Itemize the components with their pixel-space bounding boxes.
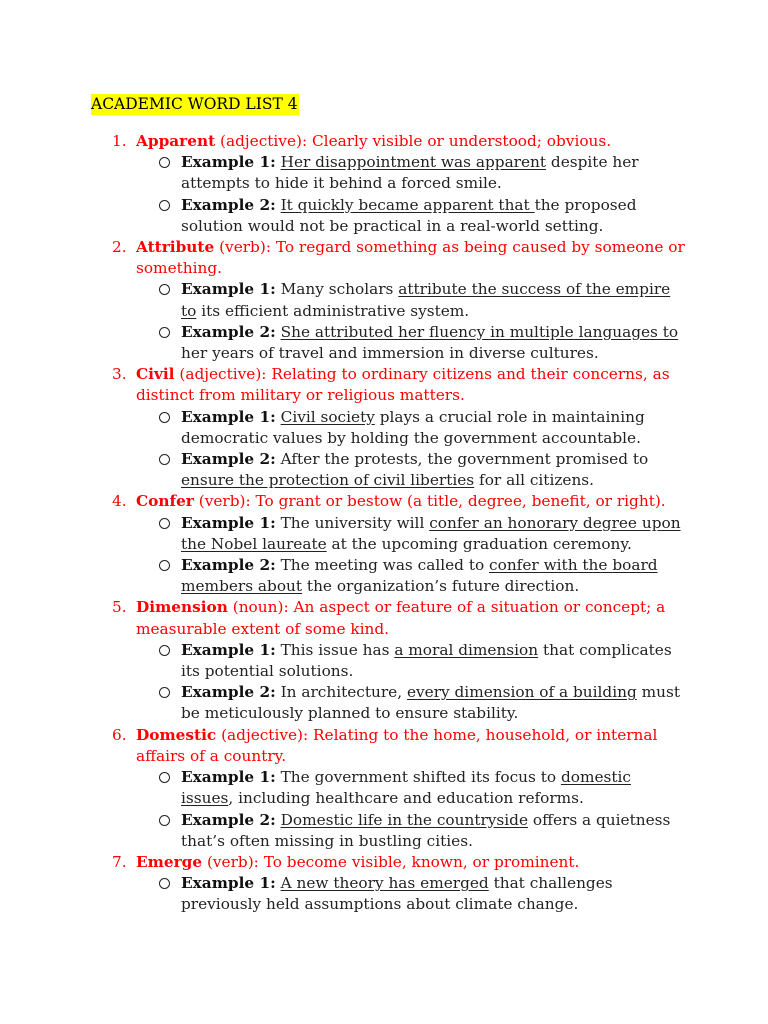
- entry-number: 5.: [112, 598, 127, 617]
- term-line: [0, 131, 768, 152]
- example-text-before: The government shifted its focus to: [275, 768, 561, 787]
- example-item: [0, 682, 768, 724]
- example-item: [0, 513, 768, 555]
- circle-bullet-icon: [159, 157, 170, 168]
- entry-number: 3.: [112, 365, 127, 384]
- word-entry: [0, 725, 768, 852]
- example-underlined-phrase: domestic issues: [181, 768, 631, 808]
- example-list: [0, 767, 768, 852]
- example-text-after: that complicates its potential solutions.: [181, 640, 672, 681]
- example-list: [0, 513, 768, 598]
- example-text-after: the proposed solution would not be practical in a real-world setting.: [181, 195, 637, 235]
- example-label: Example 1:: [181, 768, 276, 787]
- word-entry: [0, 491, 768, 597]
- example-label: Example 1:: [181, 280, 276, 299]
- example-text-after: for all citizens.: [474, 471, 595, 490]
- example-text-before: The university will: [275, 513, 430, 532]
- entry-number: 2.: [112, 238, 127, 257]
- word-entry: [0, 237, 768, 364]
- example-label: Example 2:: [181, 556, 276, 575]
- example-underlined-phrase: It quickly became apparent that: [280, 195, 535, 214]
- term-definition: (adjective): Relating to ordinary citizens and their concerns, as distinct from military or religious matters.: [136, 365, 670, 405]
- example-item: [0, 195, 768, 237]
- term-line: [0, 364, 768, 406]
- circle-bullet-icon: [159, 878, 170, 889]
- circle-bullet-icon: [159, 200, 170, 211]
- example-label: Example 2:: [181, 683, 276, 702]
- term-definition: (verb): To grant or bestow (a title, degree, benefit, or right).: [193, 492, 666, 511]
- example-item: [0, 152, 768, 194]
- term-line: [0, 725, 768, 767]
- example-underlined-phrase: Domestic life in the countryside: [280, 810, 529, 829]
- example-label: Example 1:: [181, 640, 276, 659]
- example-item: [0, 449, 768, 491]
- entry-number: 7.: [112, 852, 127, 871]
- example-item: [0, 873, 768, 915]
- word-entry: [0, 364, 768, 491]
- example-label: Example 2:: [181, 322, 276, 341]
- word-entry: [0, 597, 768, 724]
- example-underlined-phrase: A new theory has emerged: [280, 874, 489, 893]
- circle-bullet-icon: [159, 284, 170, 295]
- term-definition: (noun): An aspect or feature of a situation or concept; a measurable extent of some kind.: [136, 598, 666, 638]
- example-underlined-phrase: ensure the protection of civil liberties: [181, 471, 475, 490]
- term-word: Attribute: [136, 238, 215, 257]
- example-item: [0, 555, 768, 597]
- example-text-after: must be meticulously planned to ensure stability.: [181, 683, 680, 723]
- entry-number: 4.: [112, 492, 127, 511]
- entry-number: 6.: [112, 725, 127, 744]
- example-label: Example 1:: [181, 153, 276, 172]
- example-item: [0, 279, 768, 321]
- word-entry: [0, 131, 768, 237]
- example-text-after: offers a quietness that’s often missing in bustling cities.: [181, 810, 671, 850]
- example-label: Example 1:: [181, 513, 276, 532]
- entry-number: 1.: [112, 132, 127, 150]
- circle-bullet-icon: [159, 454, 170, 465]
- circle-bullet-icon: [159, 772, 170, 783]
- example-list: [0, 640, 768, 725]
- term-definition: (verb): To become visible, known, or prominent.: [202, 852, 580, 871]
- term-line: [0, 491, 768, 512]
- circle-bullet-icon: [159, 327, 170, 338]
- example-list: [0, 873, 768, 915]
- example-label: Example 2:: [181, 450, 276, 469]
- example-label: Example 2:: [181, 195, 276, 214]
- circle-bullet-icon: [159, 815, 170, 826]
- example-item: [0, 322, 768, 364]
- example-text-after: at the upcoming graduation ceremony.: [326, 534, 632, 553]
- word-list: [0, 131, 768, 916]
- example-text-after: her years of travel and immersion in diverse cultures.: [181, 344, 599, 363]
- example-list: [0, 407, 768, 492]
- circle-bullet-icon: [159, 518, 170, 529]
- term-line: [0, 597, 768, 639]
- term-definition: (verb): To regard something as being caused by someone or something.: [136, 238, 685, 278]
- example-underlined-phrase: Civil society: [280, 407, 375, 426]
- example-underlined-phrase: confer an honorary degree upon the Nobel laureate: [181, 513, 681, 553]
- circle-bullet-icon: [159, 645, 170, 656]
- example-text-after: despite her attempts to hide it behind a forced smile.: [181, 153, 639, 193]
- example-text-before: The meeting was called to: [275, 556, 490, 575]
- example-item: [0, 767, 768, 809]
- term-word: Apparent: [136, 132, 216, 150]
- word-entry: [0, 852, 768, 916]
- term-definition: (adjective): Relating to the home, household, or internal affairs of a country.: [136, 725, 658, 765]
- example-underlined-phrase: confer with the board members about: [181, 556, 658, 596]
- example-text-after: , including healthcare and education reforms.: [228, 789, 584, 808]
- example-underlined-phrase: attribute the success of the empire to: [181, 280, 671, 320]
- example-text-after: that challenges previously held assumptions about climate change.: [181, 874, 613, 914]
- example-label: Example 1:: [181, 874, 276, 893]
- example-item: [0, 407, 768, 449]
- term-line: [0, 237, 768, 279]
- example-label: Example 2:: [181, 810, 276, 829]
- example-text-before: After the protests, the government promised to: [275, 450, 649, 469]
- example-item: [0, 810, 768, 852]
- example-text-before: This issue has: [275, 640, 395, 659]
- example-text-before: Many scholars: [275, 280, 399, 299]
- example-text-before: In architecture,: [275, 683, 407, 702]
- example-list: [0, 152, 768, 237]
- circle-bullet-icon: [159, 412, 170, 423]
- example-text-after: its efficient administrative system.: [196, 301, 470, 320]
- term-word: Dimension: [136, 598, 228, 617]
- example-underlined-phrase: She attributed her fluency in multiple languages to: [280, 322, 679, 341]
- circle-bullet-icon: [159, 687, 170, 698]
- term-word: Confer: [136, 492, 194, 511]
- term-definition: (adjective): Clearly visible or understood; obvious.: [215, 132, 612, 150]
- example-underlined-phrase: every dimension of a building: [406, 683, 637, 702]
- term-word: Civil: [136, 365, 175, 384]
- term-word: Emerge: [136, 852, 203, 871]
- page-title: ACADEMIC WORD LIST 4: [91, 95, 298, 113]
- example-label: Example 1:: [181, 407, 276, 426]
- example-underlined-phrase: Her disappointment was apparent: [280, 153, 547, 172]
- term-word: Domestic: [136, 725, 217, 744]
- example-list: [0, 279, 768, 364]
- example-text-after: the organization’s future direction.: [302, 577, 580, 596]
- term-line: [0, 852, 768, 873]
- example-text-after: plays a crucial role in maintaining democratic values by holding the government accountable.: [181, 407, 645, 447]
- circle-bullet-icon: [159, 560, 170, 571]
- example-item: [0, 640, 768, 682]
- example-underlined-phrase: a moral dimension: [394, 640, 539, 659]
